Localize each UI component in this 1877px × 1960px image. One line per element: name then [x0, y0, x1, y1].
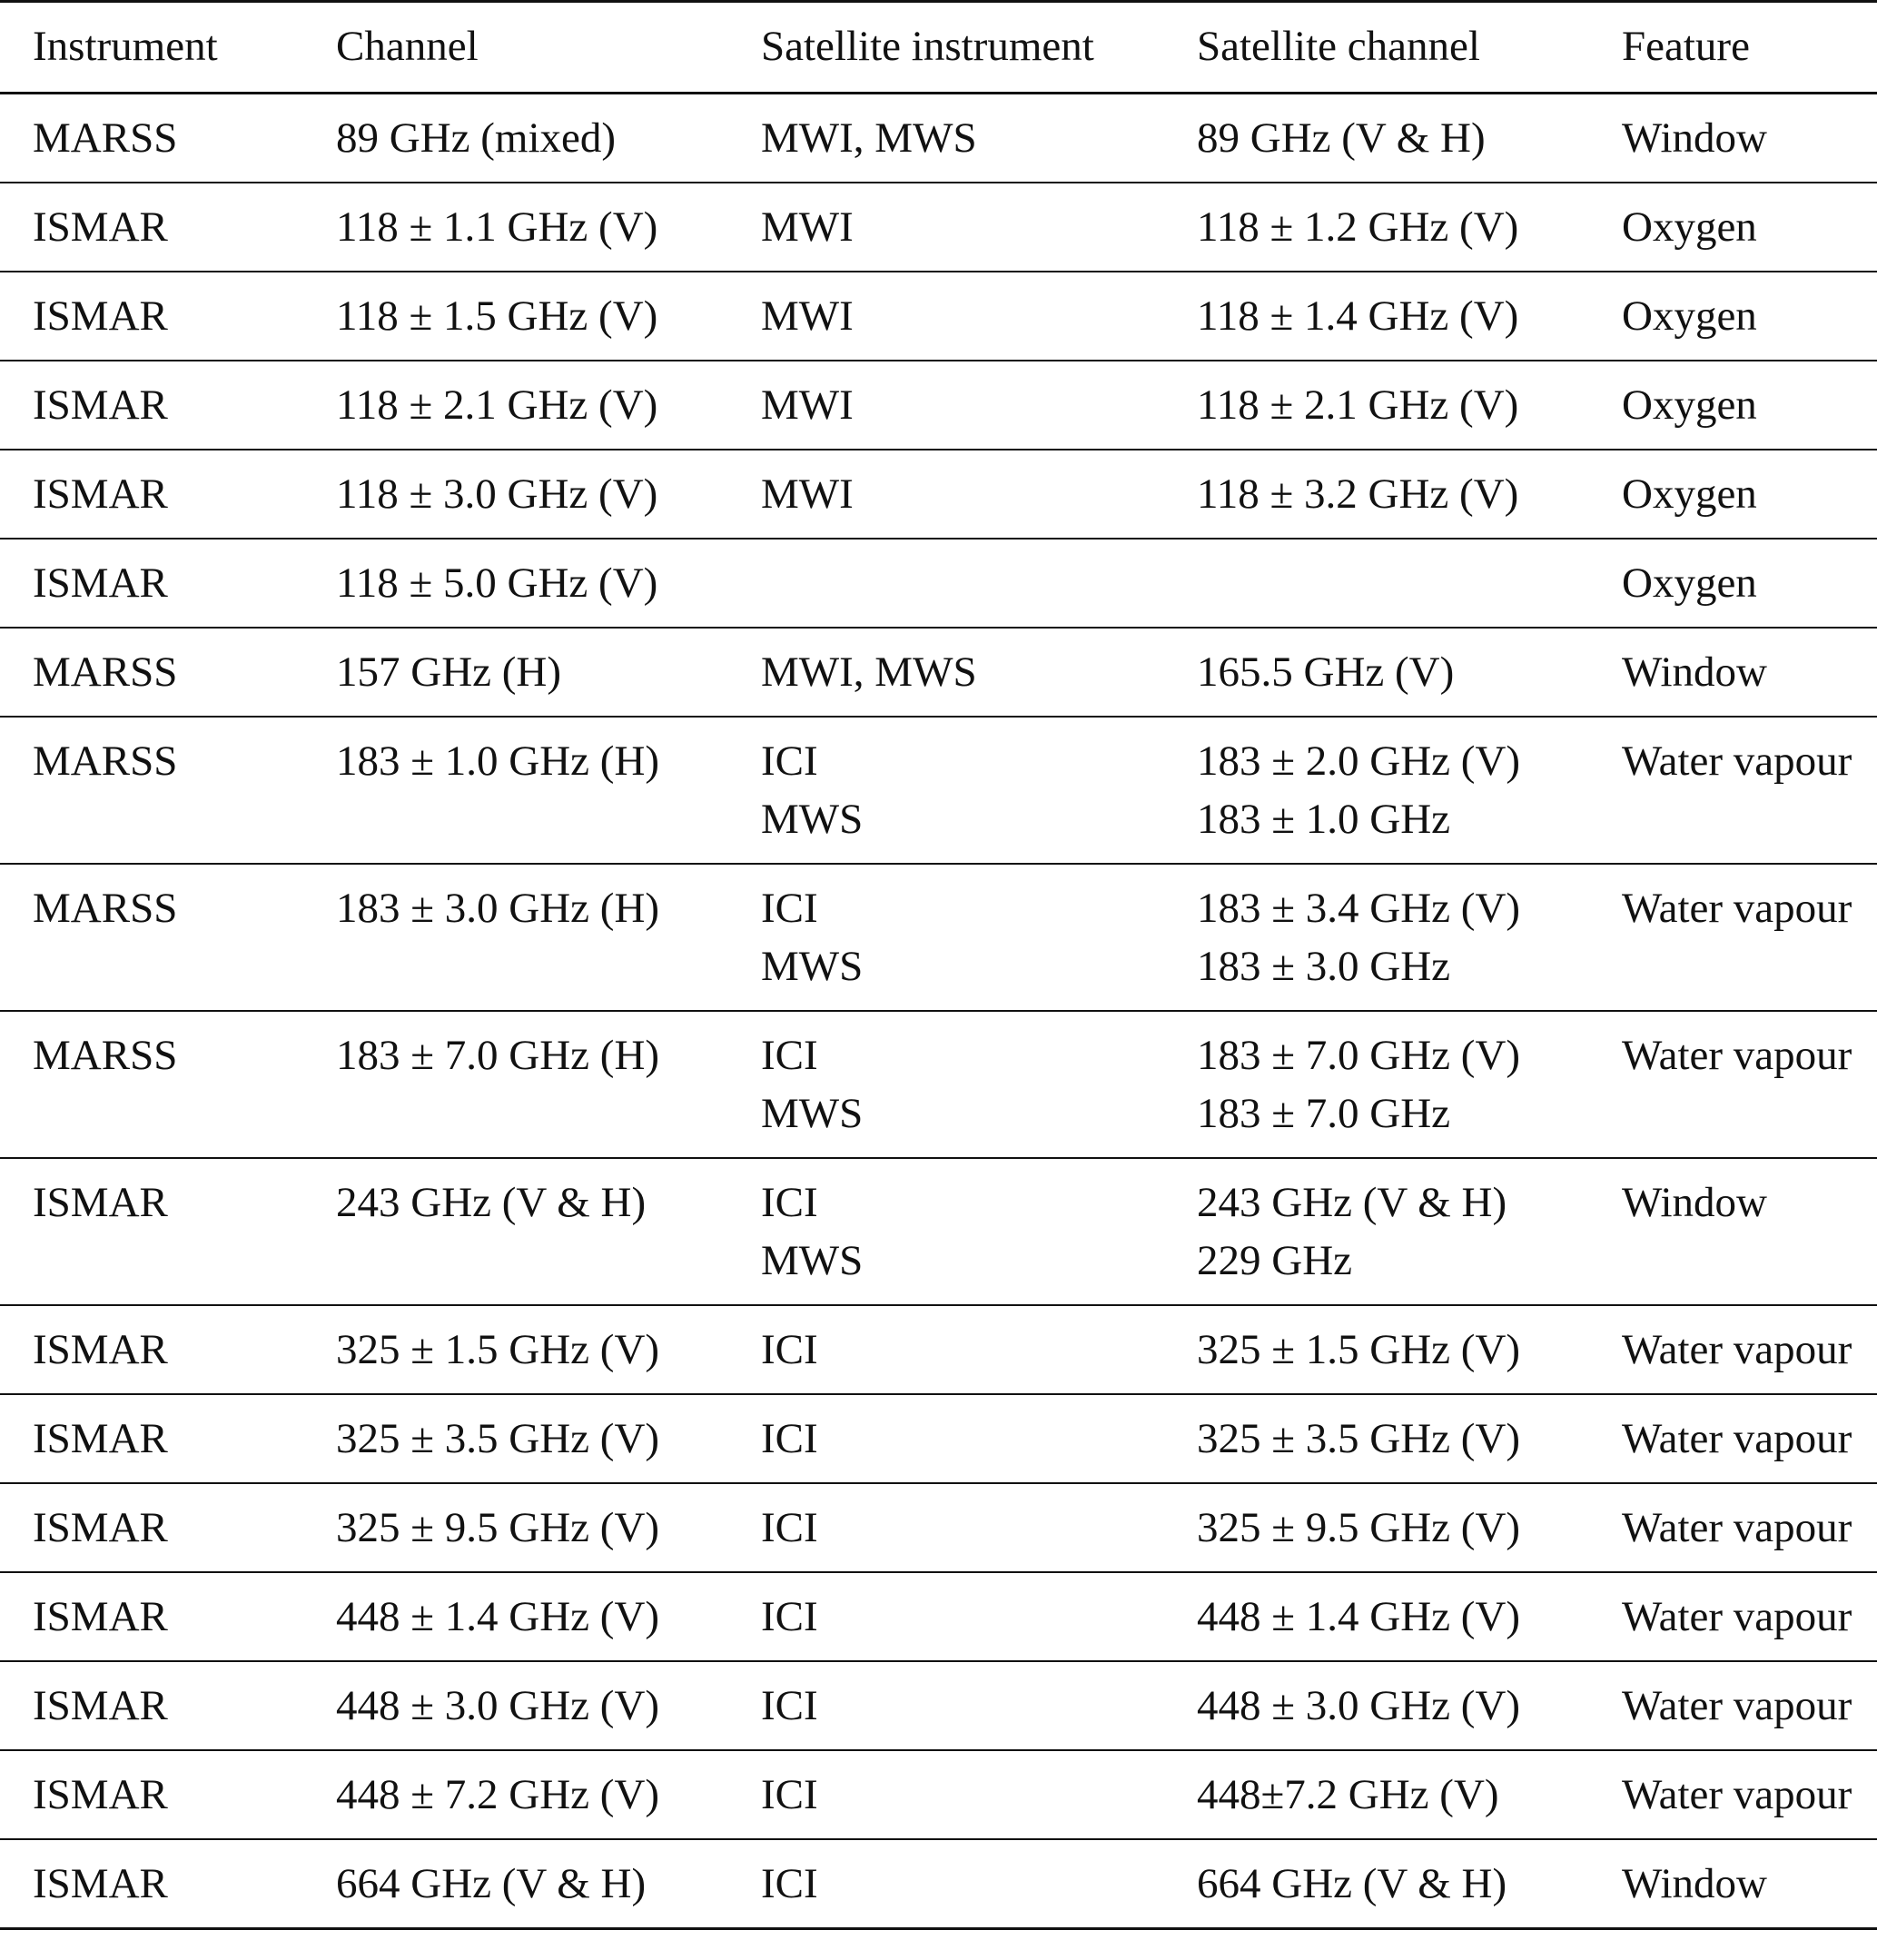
header-row [0, 2, 1877, 94]
cell-channel: 118 ± 2.1 GHz (V) [303, 361, 728, 450]
cell-satellite-channel-line: 448 ± 3.0 GHz (V) [1197, 1682, 1521, 1729]
cell-feature: Water vapour [1589, 1750, 1877, 1839]
cell-satellite-channel-line: 118 ± 3.2 GHz (V) [1197, 470, 1519, 518]
cell-instrument: ISMAR [0, 1750, 303, 1839]
cell-instrument: ISMAR [0, 183, 303, 272]
cell-satellite-instrument [728, 717, 1164, 864]
cell-satellite-channel-line: 325 ± 3.5 GHz (V) [1197, 1415, 1521, 1462]
cell-satellite-channel [1164, 183, 1589, 272]
cell-satellite-instrument-line: MWS [761, 1237, 864, 1284]
cell-satellite-instrument [728, 361, 1164, 450]
table-row [0, 1483, 1877, 1572]
cell-feature: Water vapour [1589, 717, 1877, 864]
cell-feature: Water vapour [1589, 1011, 1877, 1158]
cell-satellite-channel [1164, 628, 1589, 717]
cell-satellite-channel [1164, 1011, 1589, 1158]
cell-satellite-instrument [728, 628, 1164, 717]
cell-feature: Window [1589, 94, 1877, 183]
cell-feature: Water vapour [1589, 864, 1877, 1011]
cell-satellite-instrument-line: ICI [761, 1326, 818, 1373]
cell-satellite-channel-line: 165.5 GHz (V) [1197, 648, 1455, 696]
cell-satellite-channel-line: 448 ± 1.4 GHz (V) [1197, 1593, 1521, 1640]
cell-satellite-instrument-line: MWI [761, 292, 854, 340]
cell-instrument: ISMAR [0, 1661, 303, 1750]
cell-satellite-channel-line: 118 ± 1.4 GHz (V) [1197, 292, 1519, 340]
cell-satellite-channel-line: 664 GHz (V & H) [1197, 1860, 1507, 1907]
cell-satellite-instrument [728, 1158, 1164, 1305]
cell-satellite-channel [1164, 1661, 1589, 1750]
cell-satellite-channel-line: 183 ± 7.0 GHz (V) [1197, 1032, 1521, 1079]
cell-instrument: MARSS [0, 94, 303, 183]
cell-feature: Window [1589, 1158, 1877, 1305]
cell-feature: Water vapour [1589, 1483, 1877, 1572]
cell-satellite-instrument-line: ICI [761, 1682, 818, 1729]
table-row [0, 717, 1877, 864]
cell-instrument: ISMAR [0, 1394, 303, 1483]
cell-satellite-instrument-line: ICI [761, 1032, 818, 1079]
cell-satellite-channel-line: 448±7.2 GHz (V) [1197, 1771, 1499, 1818]
table-body [0, 94, 1877, 1929]
cell-satellite-instrument [728, 1011, 1164, 1158]
cell-satellite-instrument [728, 1572, 1164, 1661]
cell-satellite-channel-line: 183 ± 2.0 GHz (V) [1197, 737, 1521, 785]
cell-instrument: ISMAR [0, 1572, 303, 1661]
table-row [0, 1572, 1877, 1661]
table-row [0, 864, 1877, 1011]
cell-feature: Water vapour [1589, 1661, 1877, 1750]
cell-satellite-instrument-line: MWS [761, 943, 864, 990]
cell-satellite-instrument [728, 1305, 1164, 1394]
cell-satellite-instrument [728, 1839, 1164, 1929]
table-row [0, 539, 1877, 628]
cell-satellite-instrument [728, 1483, 1164, 1572]
cell-channel: 243 GHz (V & H) [303, 1158, 728, 1305]
cell-instrument: ISMAR [0, 1839, 303, 1929]
cell-feature: Oxygen [1589, 361, 1877, 450]
cell-channel: 325 ± 9.5 GHz (V) [303, 1483, 728, 1572]
cell-satellite-channel [1164, 1305, 1589, 1394]
table-row [0, 272, 1877, 361]
cell-instrument: ISMAR [0, 1158, 303, 1305]
cell-satellite-channel [1164, 717, 1589, 864]
cell-satellite-channel-line: 325 ± 9.5 GHz (V) [1197, 1504, 1521, 1551]
cell-feature: Oxygen [1589, 183, 1877, 272]
cell-satellite-channel [1164, 361, 1589, 450]
cell-instrument: MARSS [0, 864, 303, 1011]
cell-channel: 325 ± 3.5 GHz (V) [303, 1394, 728, 1483]
cell-feature: Window [1589, 1839, 1877, 1929]
header-satellite-channel: Satellite channel [1164, 2, 1589, 94]
cell-channel: 448 ± 1.4 GHz (V) [303, 1572, 728, 1661]
cell-satellite-instrument-line: MWI [761, 470, 854, 518]
cell-channel: 118 ± 1.1 GHz (V) [303, 183, 728, 272]
cell-instrument: MARSS [0, 717, 303, 864]
table-row [0, 450, 1877, 539]
table-row [0, 1011, 1877, 1158]
cell-satellite-channel-line: 183 ± 3.0 GHz [1197, 943, 1451, 990]
table-row [0, 94, 1877, 183]
cell-satellite-instrument-line: ICI [761, 1415, 818, 1462]
cell-satellite-instrument [728, 1750, 1164, 1839]
cell-channel: 183 ± 3.0 GHz (H) [303, 864, 728, 1011]
cell-satellite-instrument-line: MWS [761, 796, 864, 843]
cell-satellite-channel [1164, 272, 1589, 361]
cell-satellite-instrument [728, 450, 1164, 539]
table-row [0, 1661, 1877, 1750]
header-feature: Feature [1589, 2, 1877, 94]
table-row [0, 361, 1877, 450]
cell-satellite-channel [1164, 1572, 1589, 1661]
cell-instrument: ISMAR [0, 1483, 303, 1572]
cell-instrument: MARSS [0, 1011, 303, 1158]
cell-satellite-channel-line: 183 ± 1.0 GHz [1197, 796, 1451, 843]
cell-channel: 664 GHz (V & H) [303, 1839, 728, 1929]
cell-satellite-channel [1164, 1750, 1589, 1839]
cell-satellite-instrument [728, 94, 1164, 183]
cell-satellite-instrument-line: MWS [761, 1090, 864, 1137]
cell-feature: Oxygen [1589, 539, 1877, 628]
table-row [0, 183, 1877, 272]
table-row [0, 628, 1877, 717]
cell-satellite-instrument [728, 539, 1164, 628]
cell-satellite-instrument-line: MWI, MWS [761, 648, 977, 696]
cell-satellite-instrument [728, 272, 1164, 361]
cell-satellite-channel [1164, 1158, 1589, 1305]
cell-satellite-instrument [728, 864, 1164, 1011]
cell-satellite-channel-line: 183 ± 3.4 GHz (V) [1197, 885, 1521, 932]
cell-satellite-channel-line: 118 ± 1.2 GHz (V) [1197, 203, 1519, 251]
cell-feature: Water vapour [1589, 1305, 1877, 1394]
cell-instrument: ISMAR [0, 272, 303, 361]
table-row [0, 1305, 1877, 1394]
cell-instrument: ISMAR [0, 1305, 303, 1394]
cell-satellite-channel [1164, 1483, 1589, 1572]
cell-satellite-instrument [728, 1661, 1164, 1750]
cell-satellite-channel [1164, 1394, 1589, 1483]
cell-satellite-channel-line: 183 ± 7.0 GHz [1197, 1090, 1451, 1137]
cell-instrument: ISMAR [0, 539, 303, 628]
cell-satellite-instrument-line: ICI [761, 885, 818, 932]
cell-channel: 448 ± 7.2 GHz (V) [303, 1750, 728, 1839]
cell-channel: 89 GHz (mixed) [303, 94, 728, 183]
cell-satellite-channel [1164, 450, 1589, 539]
table-row [0, 1158, 1877, 1305]
cell-satellite-channel [1164, 539, 1589, 628]
cell-instrument: ISMAR [0, 361, 303, 450]
header-satellite-instrument: Satellite instrument [728, 2, 1164, 94]
cell-channel: 118 ± 1.5 GHz (V) [303, 272, 728, 361]
cell-satellite-instrument-line: ICI [761, 737, 818, 785]
cell-satellite-instrument-line: ICI [761, 1504, 818, 1551]
cell-satellite-channel-line: 118 ± 2.1 GHz (V) [1197, 381, 1519, 429]
cell-satellite-channel [1164, 94, 1589, 183]
cell-instrument: MARSS [0, 628, 303, 717]
table-row [0, 1839, 1877, 1929]
cell-satellite-channel-line: 325 ± 1.5 GHz (V) [1197, 1326, 1521, 1373]
cell-satellite-instrument-line: ICI [761, 1860, 818, 1907]
cell-channel: 448 ± 3.0 GHz (V) [303, 1661, 728, 1750]
cell-satellite-channel-line: 243 GHz (V & H) [1197, 1179, 1507, 1226]
cell-channel: 118 ± 3.0 GHz (V) [303, 450, 728, 539]
cell-channel: 118 ± 5.0 GHz (V) [303, 539, 728, 628]
cell-channel: 183 ± 7.0 GHz (H) [303, 1011, 728, 1158]
cell-satellite-instrument-line: MWI [761, 203, 854, 251]
cell-satellite-instrument-line: ICI [761, 1179, 818, 1226]
cell-satellite-channel-line: 89 GHz (V & H) [1197, 114, 1486, 162]
cell-feature: Window [1589, 628, 1877, 717]
cell-satellite-instrument-line: ICI [761, 1593, 818, 1640]
cell-satellite-channel-line: 229 GHz [1197, 1237, 1352, 1284]
cell-satellite-instrument-line: ICI [761, 1771, 818, 1818]
header-channel: Channel [303, 2, 728, 94]
cell-feature: Oxygen [1589, 272, 1877, 361]
cell-feature: Water vapour [1589, 1394, 1877, 1483]
table-header [0, 2, 1877, 94]
cell-instrument: ISMAR [0, 450, 303, 539]
cell-channel: 325 ± 1.5 GHz (V) [303, 1305, 728, 1394]
cell-channel: 183 ± 1.0 GHz (H) [303, 717, 728, 864]
cell-satellite-channel [1164, 864, 1589, 1011]
cell-feature: Oxygen [1589, 450, 1877, 539]
cell-feature: Water vapour [1589, 1572, 1877, 1661]
table-row [0, 1750, 1877, 1839]
table-row [0, 1394, 1877, 1483]
cell-satellite-instrument [728, 1394, 1164, 1483]
header-instrument: Instrument [0, 2, 303, 94]
cell-channel: 157 GHz (H) [303, 628, 728, 717]
cell-satellite-instrument [728, 183, 1164, 272]
cell-satellite-instrument-line: MWI, MWS [761, 114, 977, 162]
cell-satellite-instrument-line: MWI [761, 381, 854, 429]
cell-satellite-channel [1164, 1839, 1589, 1929]
